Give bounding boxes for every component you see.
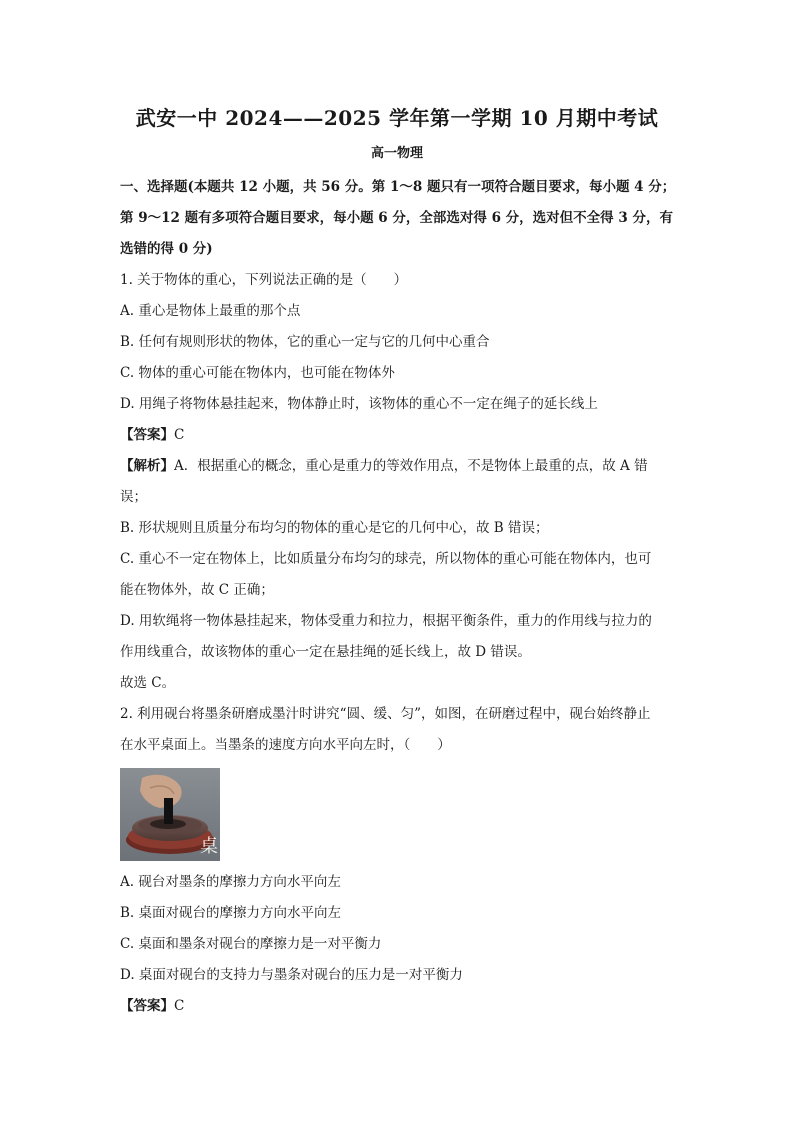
q1-analysis-line-7: 作用线重合，故该物体的重心一定在悬挂绳的延长线上，故 D 错误。 [120,644,531,660]
q1-option-a: A. 重心是物体上最重的那个点 [120,303,301,319]
q1-answer [120,420,676,451]
q2-stem-line-1: 2. 利用砚台将墨条研磨成墨汁时讲究“圆、缓、匀”，如图，在研磨过程中，砚台始终静止 [120,706,651,722]
q1-analysis-line-8: 故选 C。 [120,675,176,691]
inkstone-photo [120,768,220,861]
q1-answer-tag: 【答案】 [120,427,174,443]
q2-answer-tag: 【答案】 [120,998,174,1014]
q1-analysis-line-3: B. 形状规则且质量分布均匀的物体的重心是它的几何中心，故 B 错误； [120,520,549,536]
q2-option-c: C. 桌面和墨条对砚台的摩擦力是一对平衡力 [120,936,382,952]
q2-answer-value: C [174,998,185,1014]
document-body [120,172,676,1022]
section-heading-line-3: 选错的得 0 分) [120,241,213,257]
q2-answer [120,991,676,1022]
page-subtitle: 高一物理 [370,146,423,161]
q1-analysis-line-5: 能在物体外，故 C 正确； [120,582,274,598]
q1-analysis-tag: 【解析】 [120,458,174,474]
q2-option-a: A. 砚台对墨条的摩擦力方向水平向左 [120,874,341,890]
q1-stem: 1. 关于物体的重心，下列说法正确的是（ ） [120,272,408,288]
section-heading-line-2: 第 9～12 题有多项符合题目要求，每小题 6 分，全部选对得 6 分，选对但不全得 3 分，有 [120,210,673,226]
section-heading-line-1: 一、选择题(本题共 12 小题，共 56 分。第 1～8 题只有一项符合题目要求，每小题 4 分； [120,179,676,195]
q1-analysis-line-6: D. 用软绳将一物体悬挂起来，物体受重力和拉力，根据平衡条件，重力的作用线与拉力的 [120,613,652,629]
q1-option-c: C. 物体的重心可能在物体内，也可能在物体外 [120,365,395,381]
q1-option-d: D. 用绳子将物体悬挂起来，物体静止时，该物体的重心不一定在绳子的延长线上 [120,396,598,412]
q1-analysis-text-1: A．根据重心的概念，重心是重力的等效作用点，不是物体上最重的点，故 A 错 [174,458,648,474]
q1-option-b: B. 任何有规则形状的物体，它的重心一定与它的几何中心重合 [120,334,490,350]
page-title: 武安一中 2024——2025 学年第一学期 10 月期中考试 [135,106,659,130]
q1-analysis-line-4: C. 重心不一定在物体上，比如质量分布均匀的球壳，所以物体的重心可能在物体内，也可 [120,551,652,567]
q2-option-d: D. 桌面对砚台的支持力与墨条对砚台的压力是一对平衡力 [120,967,463,983]
q1-analysis-line-1 [120,451,676,482]
q2-stem-line-2: 在水平桌面上。当墨条的速度方向水平向左时，（ ） [120,737,451,753]
q1-answer-value: C [174,427,185,443]
figure-label: 桌 [200,836,218,857]
q1-analysis-line-2: 误； [120,489,147,505]
q2-option-b: B. 桌面对砚台的摩擦力方向水平向左 [120,905,342,921]
